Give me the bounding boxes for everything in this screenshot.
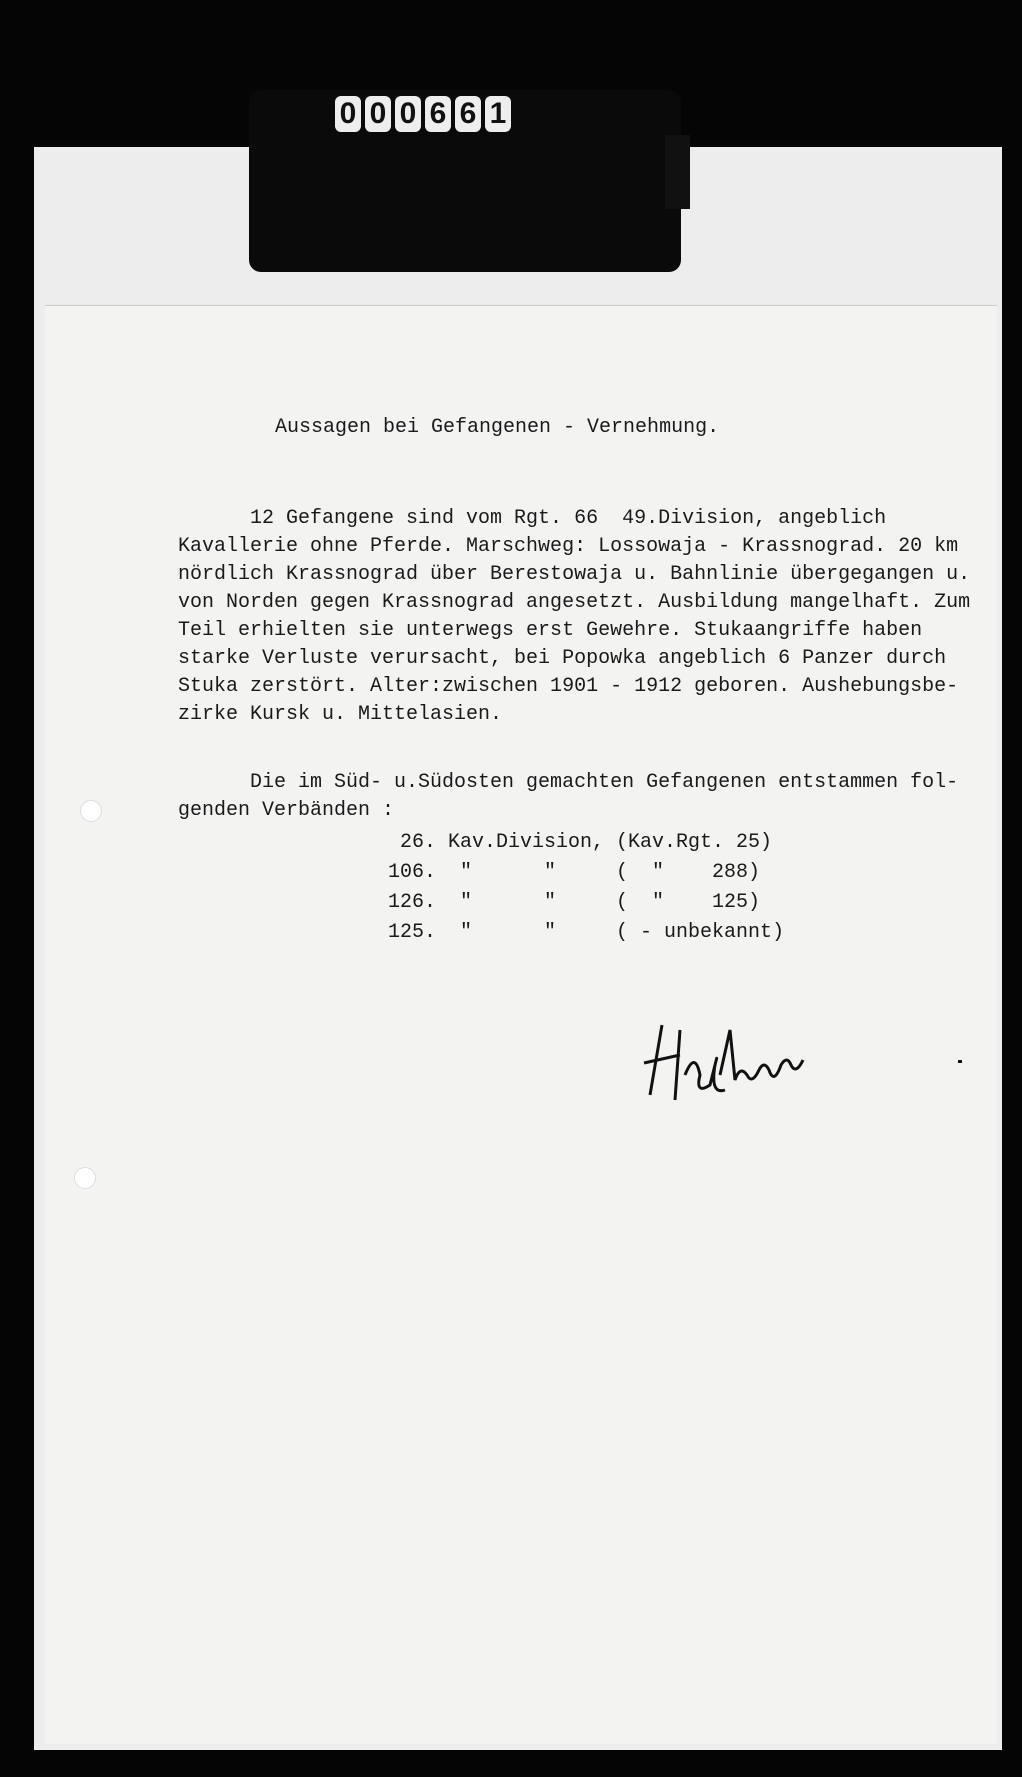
unit-row: 26. Kav.Division, (Kav.Rgt. 25) [388,831,773,854]
counter-digit: 6 [455,96,481,132]
signature [640,1015,810,1110]
document-title: Aussagen bei Gefangenen - Vernehmung. [275,416,720,439]
counter-digit: 0 [395,96,421,132]
text-line: genden Verbänden : [178,799,395,822]
counter-digit: 6 [425,96,451,132]
text-line: Kavallerie ohne Pferde. Marschweg: Lossowaja - Krassnograd. 20 km [178,535,959,558]
counter-digit: 0 [365,96,391,132]
counter-digit: 1 [485,96,511,132]
text-line: von Norden gegen Krassnograd angesetzt. Ausbildung mangelhaft. Zum [178,591,971,614]
punch-hole [80,800,102,822]
holder-tab [665,135,690,209]
counter-digit: 0 [335,96,361,132]
text-line: starke Verluste verursacht, bei Popowka angeblich 6 Panzer durch [178,647,947,670]
text-line: zirke Kursk u. Mittelasien. [178,703,503,726]
unit-row: 125. " " ( - unbekannt) [388,921,785,944]
text-line: Teil erhielten sie unterwegs erst Gewehre. Stukaangriffe haben [178,619,923,642]
paragraph-1 [178,505,970,729]
units-list [388,828,784,948]
frame-counter [335,96,511,132]
paragraph-2 [178,769,958,825]
punch-hole [74,1167,96,1189]
text-line: Die im Süd- u.Südosten gemachten Gefangenen entstammen fol- [178,771,959,794]
text-line: Stuka zerstört. Alter:zwischen 1901 - 1912 geboren. Aushebungsbe- [178,675,959,698]
ink-mark [958,1060,962,1063]
unit-row: 126. " " ( " 125) [388,891,761,914]
text-line: nördlich Krassnograd über Berestowaja u. Bahnlinie übergegangen u. [178,563,971,586]
unit-row: 106. " " ( " 288) [388,861,761,884]
text-line: 12 Gefangene sind vom Rgt. 66 49.Division, angeblich [178,507,887,530]
